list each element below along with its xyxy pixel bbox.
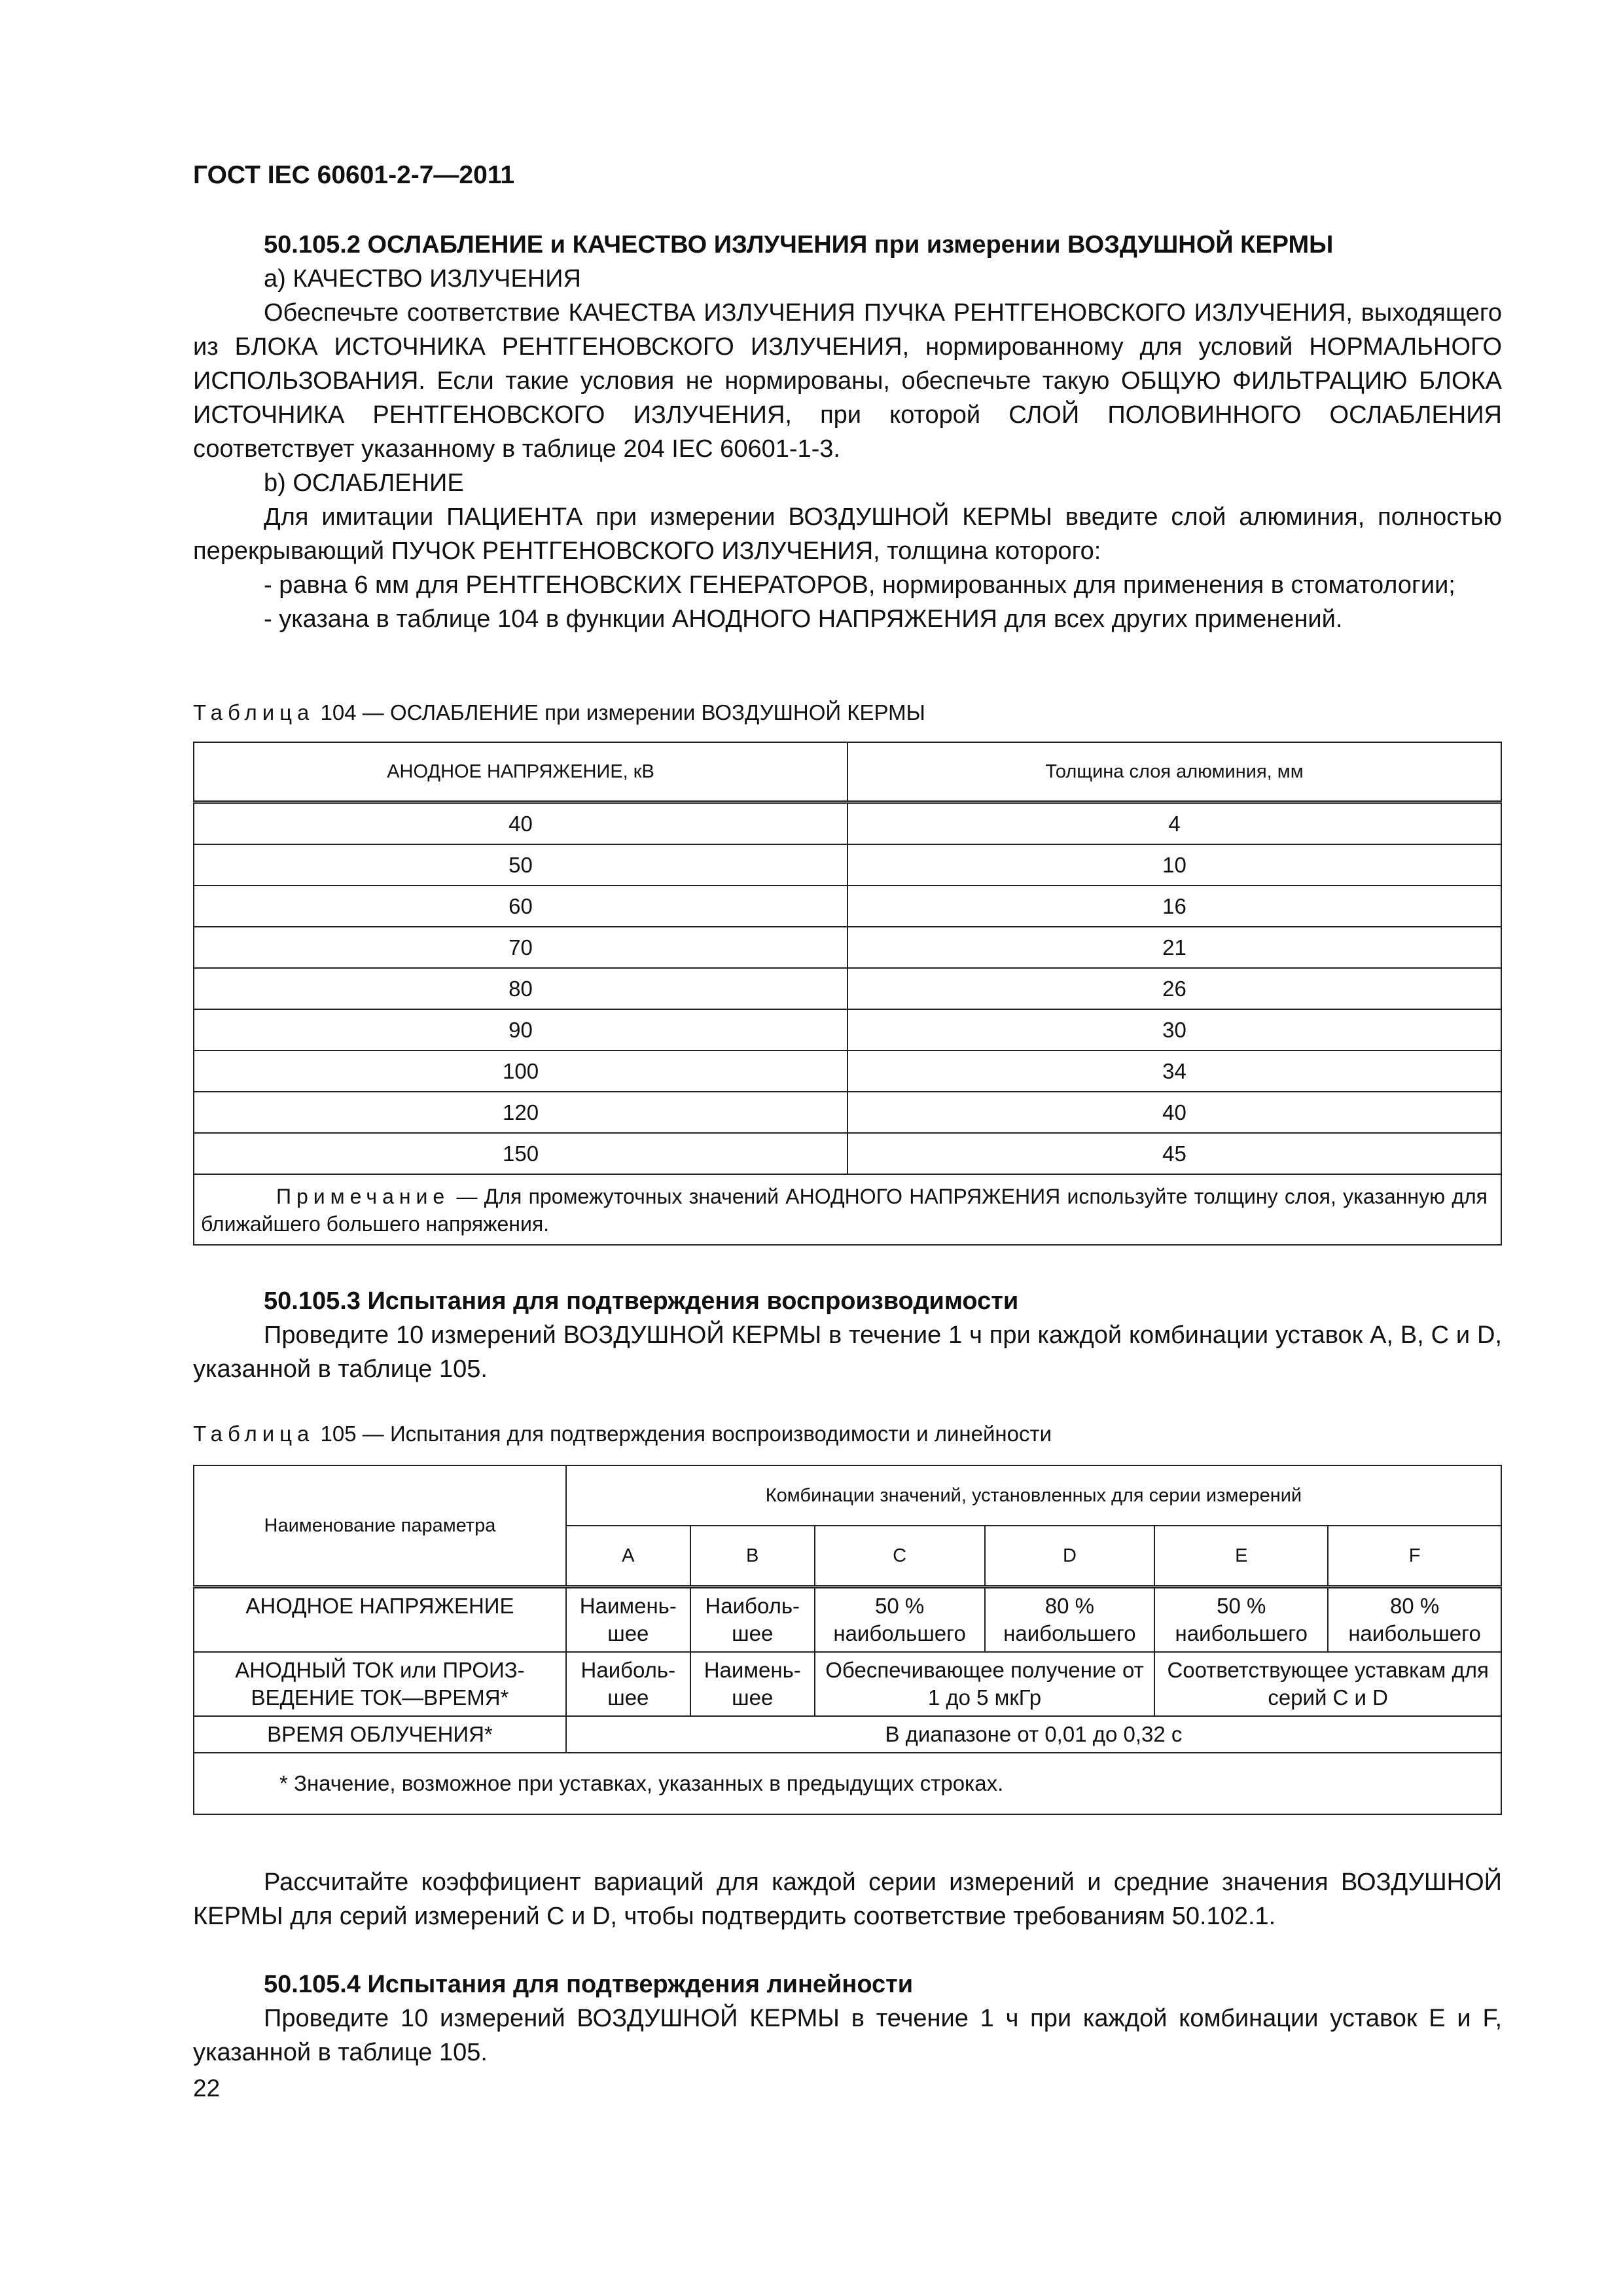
value-cell: 80 % наибольшего (985, 1587, 1155, 1653)
list-item: - равна 6 мм для РЕНТГЕНОВСКИХ ГЕНЕРАТОРОВ, нормированных для применения в стоматологии; (264, 571, 1455, 599)
table-row (194, 1652, 1501, 1716)
thickness-cell: 45 (847, 1133, 1501, 1174)
value-cell: Обеспечивающее получение от 1 до 5 мкГр (815, 1652, 1155, 1716)
value-cell: Наимень-шее (566, 1587, 690, 1653)
value-cell: Наиболь-шее (566, 1652, 690, 1716)
table-row (194, 927, 1501, 968)
section-text: Проведите 10 измерений ВОЗДУШНОЙ КЕРМЫ в течение 1 ч при каждой комбинации уставок Е и F, указанной в таблице 105. (193, 2005, 1502, 2066)
thickness-cell: 34 (847, 1050, 1501, 1092)
table-row (194, 1133, 1501, 1174)
column-header-combinations: Комбинации значений, установленных для серии измерений (566, 1465, 1501, 1526)
paragraph-text: Рассчитайте коэффициент вариаций для каждой серии измерений и средние значения ВОЗДУШНОЙ КЕРМЫ для серий измерений С и D, чтобы подтвердить соответствие требованиям 50.102.1. (193, 1869, 1502, 1930)
parameter-name-cell: АНОДНОЕ НАПРЯЖЕНИЕ (194, 1587, 566, 1653)
value-cell: 80 % наибольшего (1328, 1587, 1501, 1653)
table-105 (193, 1465, 1502, 1815)
table-header-row (194, 1465, 1501, 1526)
section-50-105-4 (193, 1967, 1502, 2070)
table-footnote-row (194, 1753, 1501, 1814)
subsection-b-title: b) ОСЛАБЛЕНИЕ (264, 469, 464, 497)
voltage-cell: 120 (194, 1092, 847, 1133)
voltage-cell: 150 (194, 1133, 847, 1174)
voltage-cell: 70 (194, 927, 847, 968)
thickness-cell: 40 (847, 1092, 1501, 1133)
value-cell: Наимень-шее (690, 1652, 815, 1716)
caption-text: 105 — Испытания для подтверждения воспроизводимости и линейности (314, 1422, 1052, 1446)
voltage-cell: 40 (194, 802, 847, 845)
list-item: - указана в таблице 104 в функции АНОДНОГО НАПРЯЖЕНИЯ для всех других применений. (264, 605, 1343, 633)
subsection-a-text: Обеспечьте соответствие КАЧЕСТВА ИЗЛУЧЕНИЯ ПУЧКА РЕНТГЕНОВСКОГО ИЗЛУЧЕНИЯ, выходящего из БЛОКА ИСТОЧНИКА РЕНТГЕНОВСКОГО ИЗЛУЧЕНИЯ, нормированному для условий НОРМАЛЬНОГО ИСПОЛЬЗОВАНИЯ. Если такие условия не нормированы, обеспечьте такую ОБЩУЮ ФИЛЬТРАЦИЮ БЛОКА ИСТОЧНИКА РЕНТГЕНОВСКОГО ИЗЛУЧЕНИЯ, при которой СЛОЙ ПОЛОВИННОГО ОСЛАБЛЕНИЯ соответствует указанному в таблице 204 IEC 60601-1-3. (193, 299, 1502, 463)
thickness-cell: 21 (847, 927, 1501, 968)
value-cell: 50 % наибольшего (815, 1587, 985, 1653)
table-header-row (194, 742, 1501, 802)
table-row (194, 968, 1501, 1009)
note-prefix: Примечание (276, 1185, 450, 1208)
column-header-d: D (985, 1526, 1155, 1587)
caption-prefix: Таблица (193, 700, 315, 725)
section-50-105-2 (193, 228, 1502, 636)
table-row (194, 844, 1501, 886)
value-cell: Наиболь-шее (690, 1587, 815, 1653)
subsection-b-text: Для имитации ПАЦИЕНТА при измерении ВОЗДУШНОЙ КЕРМЫ введите слой алюминия, полностью перекрывающий ПУЧОК РЕНТГЕНОВСКОГО ИЗЛУЧЕНИЯ, толщина которого: (193, 503, 1502, 565)
section-heading: 50.105.4 Испытания для подтверждения линейности (264, 1971, 914, 1998)
table-104 (193, 742, 1502, 1246)
table-105-caption (193, 1422, 1052, 1446)
subsection-a-title: а) КАЧЕСТВО ИЗЛУЧЕНИЯ (264, 265, 581, 293)
table-row (194, 1092, 1501, 1133)
thickness-cell: 4 (847, 802, 1501, 845)
thickness-cell: 16 (847, 886, 1501, 927)
column-header-c: С (815, 1526, 985, 1587)
value-cell: Соответствующее уставкам для серий С и D (1154, 1652, 1501, 1716)
table-note (194, 1174, 1501, 1245)
column-header-anode-voltage: АНОДНОЕ НАПРЯЖЕНИЕ, кВ (194, 742, 847, 802)
voltage-cell: 90 (194, 1009, 847, 1050)
table-row (194, 1587, 1501, 1653)
section-text: Проведите 10 измерений ВОЗДУШНОЙ КЕРМЫ в течение 1 ч при каждой комбинации уставок А, В, С и D, указанной в таблице 105. (193, 1321, 1502, 1383)
table-row (194, 886, 1501, 927)
table-row (194, 1009, 1501, 1050)
note-text: — Для промежуточных значений АНОДНОГО НАПРЯЖЕНИЯ используйте толщину слоя, указанную для ближайшего большего напряжения. (201, 1185, 1488, 1236)
caption-prefix: Таблица (193, 1422, 315, 1446)
voltage-cell: 60 (194, 886, 847, 927)
table-row (194, 802, 1501, 845)
document-header: ГОСТ IEC 60601-2-7—2011 (193, 161, 515, 189)
section-heading: 50.105.2 ОСЛАБЛЕНИЕ и КАЧЕСТВО ИЗЛУЧЕНИЯ при измерении ВОЗДУШНОЙ КЕРМЫ (264, 231, 1334, 259)
parameter-name-cell: ВРЕМЯ ОБЛУЧЕНИЯ* (194, 1716, 566, 1753)
column-header-f: F (1328, 1526, 1501, 1587)
page-number: 22 (193, 2075, 221, 2102)
after-table-paragraph (193, 1865, 1502, 1933)
column-header-e: Е (1154, 1526, 1328, 1587)
column-header-a: А (566, 1526, 690, 1587)
voltage-cell: 50 (194, 844, 847, 886)
section-heading: 50.105.3 Испытания для подтверждения воспроизводимости (264, 1287, 1019, 1315)
column-header-b: В (690, 1526, 815, 1587)
parameter-name-cell: АНОДНЫЙ ТОК или ПРОИЗ-ВЕДЕНИЕ ТОК—ВРЕМЯ* (194, 1652, 566, 1716)
voltage-cell: 100 (194, 1050, 847, 1092)
table-row (194, 1050, 1501, 1092)
table-104-caption (193, 700, 925, 725)
table-row (194, 1716, 1501, 1753)
thickness-cell: 30 (847, 1009, 1501, 1050)
voltage-cell: 80 (194, 968, 847, 1009)
column-header-parameter: Наименование параметра (194, 1465, 566, 1587)
column-header-aluminium-thickness: Толщина слоя алюминия, мм (847, 742, 1501, 802)
thickness-cell: 10 (847, 844, 1501, 886)
thickness-cell: 26 (847, 968, 1501, 1009)
value-cell: 50 % наибольшего (1154, 1587, 1328, 1653)
value-cell: В диапазоне от 0,01 до 0,32 с (566, 1716, 1501, 1753)
caption-text: 104 — ОСЛАБЛЕНИЕ при измерении ВОЗДУШНОЙ КЕРМЫ (314, 700, 925, 725)
table-footnote: * Значение, возможное при уставках, указанных в предыдущих строках. (194, 1753, 1501, 1814)
section-50-105-3 (193, 1284, 1502, 1386)
table-note-row (194, 1174, 1501, 1245)
